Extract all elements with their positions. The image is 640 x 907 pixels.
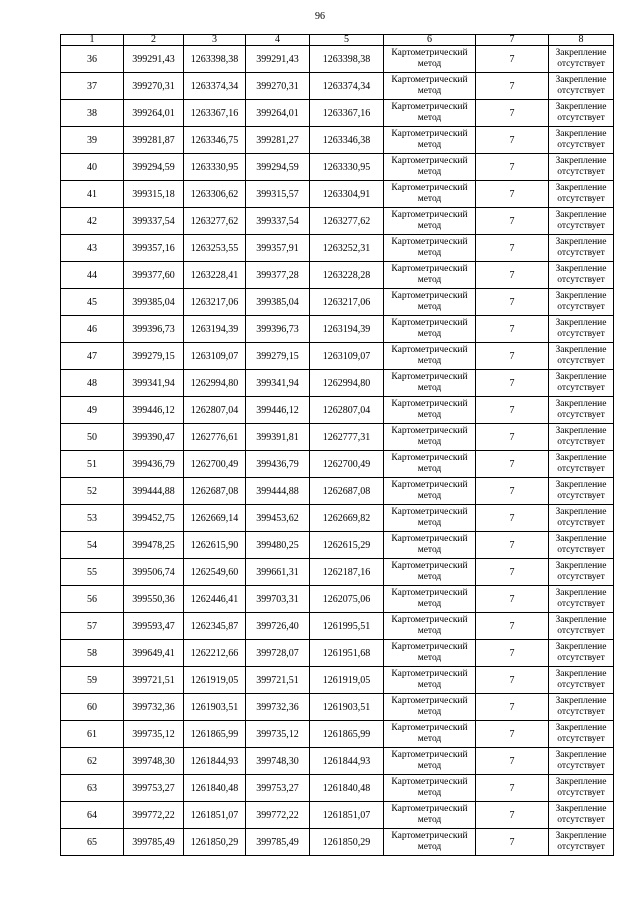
y-coordinate-cell: 1263194,39 bbox=[184, 316, 246, 343]
table-row bbox=[61, 397, 614, 424]
y-coordinate-cell: 1262212,66 bbox=[184, 640, 246, 667]
y-coordinate-cell: 1262187,16 bbox=[310, 559, 384, 586]
x-coordinate-cell: 399748,30 bbox=[124, 748, 184, 775]
x-coordinate-cell: 399550,36 bbox=[124, 586, 184, 613]
point-number-cell: 56 bbox=[61, 586, 124, 613]
y-coordinate-cell: 1263109,07 bbox=[184, 343, 246, 370]
method-cell: Картометрический метод bbox=[384, 748, 476, 775]
point-number-cell: 59 bbox=[61, 667, 124, 694]
table-row bbox=[61, 208, 614, 235]
y-coordinate-cell: 1262700,49 bbox=[184, 451, 246, 478]
accuracy-cell: 7 bbox=[476, 721, 549, 748]
fixation-cell: Закрепление отсутствует bbox=[549, 802, 614, 829]
fixation-cell: Закрепление отсутствует bbox=[549, 478, 614, 505]
method-cell: Картометрический метод bbox=[384, 154, 476, 181]
method-cell: Картометрический метод bbox=[384, 397, 476, 424]
x-coordinate-cell: 399721,51 bbox=[124, 667, 184, 694]
table-row bbox=[61, 100, 614, 127]
table-row bbox=[61, 748, 614, 775]
x-coordinate-cell: 399377,60 bbox=[124, 262, 184, 289]
point-number-cell: 45 bbox=[61, 289, 124, 316]
y-coordinate-cell: 1263194,39 bbox=[310, 316, 384, 343]
x-coordinate-cell: 399772,22 bbox=[124, 802, 184, 829]
x-coordinate-cell: 399728,07 bbox=[246, 640, 310, 667]
accuracy-cell: 7 bbox=[476, 154, 549, 181]
table-row bbox=[61, 775, 614, 802]
x-coordinate-cell: 399452,75 bbox=[124, 505, 184, 532]
accuracy-cell: 7 bbox=[476, 127, 549, 154]
point-number-cell: 50 bbox=[61, 424, 124, 451]
x-coordinate-cell: 399341,94 bbox=[124, 370, 184, 397]
y-coordinate-cell: 1261850,29 bbox=[310, 829, 384, 856]
table-row bbox=[61, 73, 614, 100]
fixation-cell: Закрепление отсутствует bbox=[549, 640, 614, 667]
fixation-cell: Закрепление отсутствует bbox=[549, 343, 614, 370]
accuracy-cell: 7 bbox=[476, 613, 549, 640]
x-coordinate-cell: 399753,27 bbox=[246, 775, 310, 802]
y-coordinate-cell: 1262776,61 bbox=[184, 424, 246, 451]
y-coordinate-cell: 1262549,60 bbox=[184, 559, 246, 586]
table-row bbox=[61, 343, 614, 370]
y-coordinate-cell: 1263367,16 bbox=[184, 100, 246, 127]
method-cell: Картометрический метод bbox=[384, 802, 476, 829]
point-number-cell: 61 bbox=[61, 721, 124, 748]
method-cell: Картометрический метод bbox=[384, 613, 476, 640]
y-coordinate-cell: 1261851,07 bbox=[310, 802, 384, 829]
fixation-cell: Закрепление отсутствует bbox=[549, 397, 614, 424]
x-coordinate-cell: 399294,59 bbox=[124, 154, 184, 181]
accuracy-cell: 7 bbox=[476, 208, 549, 235]
method-cell: Картометрический метод bbox=[384, 478, 476, 505]
x-coordinate-cell: 399270,31 bbox=[246, 73, 310, 100]
x-coordinate-cell: 399264,01 bbox=[124, 100, 184, 127]
point-number-cell: 60 bbox=[61, 694, 124, 721]
x-coordinate-cell: 399294,59 bbox=[246, 154, 310, 181]
accuracy-cell: 7 bbox=[476, 478, 549, 505]
point-number-cell: 54 bbox=[61, 532, 124, 559]
fixation-cell: Закрепление отсутствует bbox=[549, 46, 614, 73]
accuracy-cell: 7 bbox=[476, 559, 549, 586]
method-cell: Картометрический метод bbox=[384, 694, 476, 721]
fixation-cell: Закрепление отсутствует bbox=[549, 559, 614, 586]
point-number-cell: 57 bbox=[61, 613, 124, 640]
x-coordinate-cell: 399264,01 bbox=[246, 100, 310, 127]
x-coordinate-cell: 399337,54 bbox=[124, 208, 184, 235]
point-number-cell: 42 bbox=[61, 208, 124, 235]
table-row bbox=[61, 559, 614, 586]
fixation-cell: Закрепление отсутствует bbox=[549, 181, 614, 208]
point-number-cell: 55 bbox=[61, 559, 124, 586]
y-coordinate-cell: 1263330,95 bbox=[184, 154, 246, 181]
x-coordinate-cell: 399506,74 bbox=[124, 559, 184, 586]
x-coordinate-cell: 399390,47 bbox=[124, 424, 184, 451]
table-row bbox=[61, 235, 614, 262]
y-coordinate-cell: 1263346,75 bbox=[184, 127, 246, 154]
column-header: 4 bbox=[246, 35, 310, 46]
method-cell: Картометрический метод bbox=[384, 208, 476, 235]
y-coordinate-cell: 1262075,06 bbox=[310, 586, 384, 613]
x-coordinate-cell: 399281,87 bbox=[124, 127, 184, 154]
table-row bbox=[61, 505, 614, 532]
table-row bbox=[61, 721, 614, 748]
y-coordinate-cell: 1262345,87 bbox=[184, 613, 246, 640]
coordinates-table bbox=[60, 34, 614, 856]
table-row bbox=[61, 802, 614, 829]
method-cell: Картометрический метод bbox=[384, 424, 476, 451]
accuracy-cell: 7 bbox=[476, 262, 549, 289]
accuracy-cell: 7 bbox=[476, 424, 549, 451]
table-row bbox=[61, 451, 614, 478]
table-row bbox=[61, 532, 614, 559]
x-coordinate-cell: 399453,62 bbox=[246, 505, 310, 532]
y-coordinate-cell: 1261919,05 bbox=[184, 667, 246, 694]
y-coordinate-cell: 1263304,91 bbox=[310, 181, 384, 208]
table-row bbox=[61, 640, 614, 667]
fixation-cell: Закрепление отсутствует bbox=[549, 370, 614, 397]
column-header: 8 bbox=[549, 35, 614, 46]
y-coordinate-cell: 1261840,48 bbox=[184, 775, 246, 802]
x-coordinate-cell: 399446,12 bbox=[246, 397, 310, 424]
accuracy-cell: 7 bbox=[476, 343, 549, 370]
accuracy-cell: 7 bbox=[476, 397, 549, 424]
y-coordinate-cell: 1261903,51 bbox=[310, 694, 384, 721]
x-coordinate-cell: 399341,94 bbox=[246, 370, 310, 397]
x-coordinate-cell: 399270,31 bbox=[124, 73, 184, 100]
x-coordinate-cell: 399732,36 bbox=[246, 694, 310, 721]
table-row bbox=[61, 424, 614, 451]
x-coordinate-cell: 399396,73 bbox=[246, 316, 310, 343]
y-coordinate-cell: 1263217,06 bbox=[310, 289, 384, 316]
point-number-cell: 63 bbox=[61, 775, 124, 802]
x-coordinate-cell: 399726,40 bbox=[246, 613, 310, 640]
accuracy-cell: 7 bbox=[476, 370, 549, 397]
x-coordinate-cell: 399391,81 bbox=[246, 424, 310, 451]
accuracy-cell: 7 bbox=[476, 775, 549, 802]
method-cell: Картометрический метод bbox=[384, 370, 476, 397]
page-number: 96 bbox=[315, 11, 325, 22]
method-cell: Картометрический метод bbox=[384, 667, 476, 694]
y-coordinate-cell: 1261851,07 bbox=[184, 802, 246, 829]
fixation-cell: Закрепление отсутствует bbox=[549, 829, 614, 856]
x-coordinate-cell: 399446,12 bbox=[124, 397, 184, 424]
y-coordinate-cell: 1262700,49 bbox=[310, 451, 384, 478]
y-coordinate-cell: 1263398,38 bbox=[310, 46, 384, 73]
y-coordinate-cell: 1262687,08 bbox=[310, 478, 384, 505]
method-cell: Картометрический метод bbox=[384, 559, 476, 586]
y-coordinate-cell: 1263109,07 bbox=[310, 343, 384, 370]
accuracy-cell: 7 bbox=[476, 748, 549, 775]
accuracy-cell: 7 bbox=[476, 532, 549, 559]
method-cell: Картометрический метод bbox=[384, 343, 476, 370]
x-coordinate-cell: 399444,88 bbox=[246, 478, 310, 505]
x-coordinate-cell: 399785,49 bbox=[246, 829, 310, 856]
fixation-cell: Закрепление отсутствует bbox=[549, 424, 614, 451]
fixation-cell: Закрепление отсутствует bbox=[549, 532, 614, 559]
fixation-cell: Закрепление отсутствует bbox=[549, 775, 614, 802]
x-coordinate-cell: 399735,12 bbox=[124, 721, 184, 748]
column-header: 2 bbox=[124, 35, 184, 46]
y-coordinate-cell: 1262807,04 bbox=[184, 397, 246, 424]
x-coordinate-cell: 399480,25 bbox=[246, 532, 310, 559]
x-coordinate-cell: 399593,47 bbox=[124, 613, 184, 640]
point-number-cell: 58 bbox=[61, 640, 124, 667]
fixation-cell: Закрепление отсутствует bbox=[549, 235, 614, 262]
y-coordinate-cell: 1262687,08 bbox=[184, 478, 246, 505]
method-cell: Картометрический метод bbox=[384, 127, 476, 154]
point-number-cell: 65 bbox=[61, 829, 124, 856]
column-header: 6 bbox=[384, 35, 476, 46]
table-body bbox=[61, 46, 614, 856]
y-coordinate-cell: 1261844,93 bbox=[310, 748, 384, 775]
table-row bbox=[61, 478, 614, 505]
y-coordinate-cell: 1263228,41 bbox=[184, 262, 246, 289]
method-cell: Картометрический метод bbox=[384, 829, 476, 856]
column-header: 3 bbox=[184, 35, 246, 46]
method-cell: Картометрический метод bbox=[384, 235, 476, 262]
y-coordinate-cell: 1263330,95 bbox=[310, 154, 384, 181]
x-coordinate-cell: 399748,30 bbox=[246, 748, 310, 775]
x-coordinate-cell: 399385,04 bbox=[124, 289, 184, 316]
y-coordinate-cell: 1263367,16 bbox=[310, 100, 384, 127]
method-cell: Картометрический метод bbox=[384, 451, 476, 478]
method-cell: Картометрический метод bbox=[384, 721, 476, 748]
accuracy-cell: 7 bbox=[476, 505, 549, 532]
point-number-cell: 38 bbox=[61, 100, 124, 127]
x-coordinate-cell: 399753,27 bbox=[124, 775, 184, 802]
y-coordinate-cell: 1263228,28 bbox=[310, 262, 384, 289]
method-cell: Картометрический метод bbox=[384, 73, 476, 100]
point-number-cell: 52 bbox=[61, 478, 124, 505]
accuracy-cell: 7 bbox=[476, 586, 549, 613]
method-cell: Картометрический метод bbox=[384, 262, 476, 289]
x-coordinate-cell: 399478,25 bbox=[124, 532, 184, 559]
fixation-cell: Закрепление отсутствует bbox=[549, 694, 614, 721]
fixation-cell: Закрепление отсутствует bbox=[549, 451, 614, 478]
accuracy-cell: 7 bbox=[476, 802, 549, 829]
y-coordinate-cell: 1263398,38 bbox=[184, 46, 246, 73]
y-coordinate-cell: 1262994,80 bbox=[184, 370, 246, 397]
fixation-cell: Закрепление отсутствует bbox=[549, 73, 614, 100]
method-cell: Картометрический метод bbox=[384, 505, 476, 532]
point-number-cell: 43 bbox=[61, 235, 124, 262]
x-coordinate-cell: 399291,43 bbox=[124, 46, 184, 73]
y-coordinate-cell: 1263253,55 bbox=[184, 235, 246, 262]
fixation-cell: Закрепление отсутствует bbox=[549, 208, 614, 235]
y-coordinate-cell: 1261840,48 bbox=[310, 775, 384, 802]
accuracy-cell: 7 bbox=[476, 73, 549, 100]
point-number-cell: 41 bbox=[61, 181, 124, 208]
y-coordinate-cell: 1262669,82 bbox=[310, 505, 384, 532]
fixation-cell: Закрепление отсутствует bbox=[549, 748, 614, 775]
x-coordinate-cell: 399735,12 bbox=[246, 721, 310, 748]
x-coordinate-cell: 399279,15 bbox=[246, 343, 310, 370]
accuracy-cell: 7 bbox=[476, 100, 549, 127]
y-coordinate-cell: 1262615,29 bbox=[310, 532, 384, 559]
fixation-cell: Закрепление отсутствует bbox=[549, 262, 614, 289]
column-header: 1 bbox=[61, 35, 124, 46]
y-coordinate-cell: 1262777,31 bbox=[310, 424, 384, 451]
accuracy-cell: 7 bbox=[476, 235, 549, 262]
table-row bbox=[61, 181, 614, 208]
fixation-cell: Закрепление отсутствует bbox=[549, 613, 614, 640]
x-coordinate-cell: 399291,43 bbox=[246, 46, 310, 73]
x-coordinate-cell: 399337,54 bbox=[246, 208, 310, 235]
y-coordinate-cell: 1263252,31 bbox=[310, 235, 384, 262]
fixation-cell: Закрепление отсутствует bbox=[549, 127, 614, 154]
table-row bbox=[61, 316, 614, 343]
x-coordinate-cell: 399732,36 bbox=[124, 694, 184, 721]
fixation-cell: Закрепление отсутствует bbox=[549, 289, 614, 316]
x-coordinate-cell: 399661,31 bbox=[246, 559, 310, 586]
point-number-cell: 49 bbox=[61, 397, 124, 424]
y-coordinate-cell: 1261919,05 bbox=[310, 667, 384, 694]
point-number-cell: 53 bbox=[61, 505, 124, 532]
column-header: 5 bbox=[310, 35, 384, 46]
x-coordinate-cell: 399315,18 bbox=[124, 181, 184, 208]
y-coordinate-cell: 1263217,06 bbox=[184, 289, 246, 316]
table-header-row bbox=[61, 35, 614, 46]
method-cell: Картометрический метод bbox=[384, 181, 476, 208]
fixation-cell: Закрепление отсутствует bbox=[549, 667, 614, 694]
fixation-cell: Закрепление отсутствует bbox=[549, 586, 614, 613]
table-row bbox=[61, 154, 614, 181]
point-number-cell: 39 bbox=[61, 127, 124, 154]
accuracy-cell: 7 bbox=[476, 451, 549, 478]
point-number-cell: 36 bbox=[61, 46, 124, 73]
x-coordinate-cell: 399444,88 bbox=[124, 478, 184, 505]
table-row bbox=[61, 289, 614, 316]
method-cell: Картометрический метод bbox=[384, 640, 476, 667]
table-row bbox=[61, 829, 614, 856]
table-row bbox=[61, 262, 614, 289]
x-coordinate-cell: 399703,31 bbox=[246, 586, 310, 613]
method-cell: Картометрический метод bbox=[384, 316, 476, 343]
x-coordinate-cell: 399385,04 bbox=[246, 289, 310, 316]
table-row bbox=[61, 694, 614, 721]
y-coordinate-cell: 1261995,51 bbox=[310, 613, 384, 640]
accuracy-cell: 7 bbox=[476, 46, 549, 73]
column-header: 7 bbox=[476, 35, 549, 46]
fixation-cell: Закрепление отсутствует bbox=[549, 100, 614, 127]
accuracy-cell: 7 bbox=[476, 640, 549, 667]
table-row bbox=[61, 127, 614, 154]
y-coordinate-cell: 1263374,34 bbox=[184, 73, 246, 100]
table-row bbox=[61, 46, 614, 73]
accuracy-cell: 7 bbox=[476, 181, 549, 208]
y-coordinate-cell: 1261865,99 bbox=[310, 721, 384, 748]
y-coordinate-cell: 1263374,34 bbox=[310, 73, 384, 100]
method-cell: Картометрический метод bbox=[384, 289, 476, 316]
method-cell: Картометрический метод bbox=[384, 100, 476, 127]
point-number-cell: 51 bbox=[61, 451, 124, 478]
method-cell: Картометрический метод bbox=[384, 586, 476, 613]
method-cell: Картометрический метод bbox=[384, 775, 476, 802]
table-row bbox=[61, 667, 614, 694]
y-coordinate-cell: 1262669,14 bbox=[184, 505, 246, 532]
y-coordinate-cell: 1262994,80 bbox=[310, 370, 384, 397]
accuracy-cell: 7 bbox=[476, 289, 549, 316]
y-coordinate-cell: 1263346,38 bbox=[310, 127, 384, 154]
y-coordinate-cell: 1263277,62 bbox=[310, 208, 384, 235]
y-coordinate-cell: 1263277,62 bbox=[184, 208, 246, 235]
accuracy-cell: 7 bbox=[476, 316, 549, 343]
x-coordinate-cell: 399396,73 bbox=[124, 316, 184, 343]
x-coordinate-cell: 399357,16 bbox=[124, 235, 184, 262]
table-row bbox=[61, 613, 614, 640]
x-coordinate-cell: 399377,28 bbox=[246, 262, 310, 289]
x-coordinate-cell: 399721,51 bbox=[246, 667, 310, 694]
y-coordinate-cell: 1262807,04 bbox=[310, 397, 384, 424]
point-number-cell: 40 bbox=[61, 154, 124, 181]
method-cell: Картометрический метод bbox=[384, 532, 476, 559]
y-coordinate-cell: 1261844,93 bbox=[184, 748, 246, 775]
x-coordinate-cell: 399649,41 bbox=[124, 640, 184, 667]
point-number-cell: 62 bbox=[61, 748, 124, 775]
x-coordinate-cell: 399785,49 bbox=[124, 829, 184, 856]
accuracy-cell: 7 bbox=[476, 694, 549, 721]
table-row bbox=[61, 586, 614, 613]
accuracy-cell: 7 bbox=[476, 667, 549, 694]
point-number-cell: 47 bbox=[61, 343, 124, 370]
y-coordinate-cell: 1261903,51 bbox=[184, 694, 246, 721]
x-coordinate-cell: 399281,27 bbox=[246, 127, 310, 154]
method-cell: Картометрический метод bbox=[384, 46, 476, 73]
point-number-cell: 46 bbox=[61, 316, 124, 343]
fixation-cell: Закрепление отсутствует bbox=[549, 721, 614, 748]
accuracy-cell: 7 bbox=[476, 829, 549, 856]
point-number-cell: 37 bbox=[61, 73, 124, 100]
table-row bbox=[61, 370, 614, 397]
y-coordinate-cell: 1263306,62 bbox=[184, 181, 246, 208]
fixation-cell: Закрепление отсутствует bbox=[549, 154, 614, 181]
fixation-cell: Закрепление отсутствует bbox=[549, 316, 614, 343]
y-coordinate-cell: 1261865,99 bbox=[184, 721, 246, 748]
y-coordinate-cell: 1261951,68 bbox=[310, 640, 384, 667]
fixation-cell: Закрепление отсутствует bbox=[549, 505, 614, 532]
point-number-cell: 44 bbox=[61, 262, 124, 289]
x-coordinate-cell: 399357,91 bbox=[246, 235, 310, 262]
y-coordinate-cell: 1262446,41 bbox=[184, 586, 246, 613]
x-coordinate-cell: 399315,57 bbox=[246, 181, 310, 208]
y-coordinate-cell: 1262615,90 bbox=[184, 532, 246, 559]
point-number-cell: 64 bbox=[61, 802, 124, 829]
x-coordinate-cell: 399279,15 bbox=[124, 343, 184, 370]
x-coordinate-cell: 399436,79 bbox=[124, 451, 184, 478]
point-number-cell: 48 bbox=[61, 370, 124, 397]
y-coordinate-cell: 1261850,29 bbox=[184, 829, 246, 856]
x-coordinate-cell: 399436,79 bbox=[246, 451, 310, 478]
x-coordinate-cell: 399772,22 bbox=[246, 802, 310, 829]
